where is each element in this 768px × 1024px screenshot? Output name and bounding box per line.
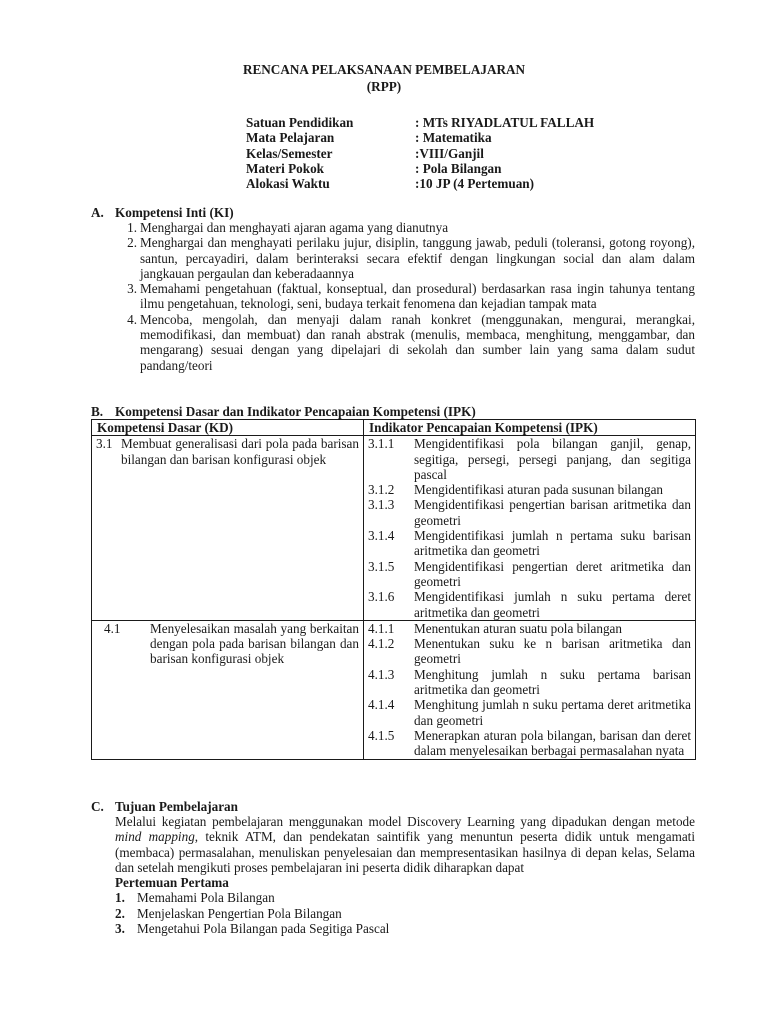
identity-label: Kelas/Semester	[246, 145, 333, 161]
ipk-text: Menghitung jumlah n suku pertama barisan aritmetika dan geometri	[414, 666, 691, 698]
ipk-number: 3.1.1	[368, 436, 395, 452]
ipk-text: Mengidentifikasi pola bilangan ganjil, genap, segitiga, persegi, persegi panjang, dan segitiga pascal	[414, 436, 691, 482]
list-text: Memahami pengetahuan (faktual, konseptual, dan prosedural) berdasarkan rasa ingin tahunya tentang ilmu pengetahuan, teknologi, seni, budaya terkait fenomena dan kejadian tampak mata	[140, 281, 695, 312]
identity-value: : Pola Bilangan	[415, 160, 502, 176]
document-title: RENCANA PELAKSANAAN PEMBELAJARAN	[242, 62, 526, 77]
ipk-text: Menghitung jumlah n suku pertama deret aritmetika dan geometri	[414, 697, 691, 728]
list-number: 1.	[115, 890, 125, 906]
list-item	[115, 312, 695, 373]
kd-ipk-table	[91, 419, 696, 760]
list-number: 2.	[115, 905, 125, 921]
identity-label: Satuan Pendidikan	[246, 115, 354, 130]
ipk-text: Mengidentifikasi pengertian deret aritmetika dan geometri	[414, 558, 691, 589]
ipk-text: Menentukan aturan suatu pola bilangan	[414, 620, 623, 636]
tujuan-paragraph	[115, 814, 695, 875]
ipk-number: 3.1.4	[368, 528, 395, 544]
section-letter: B.	[91, 404, 104, 419]
ipk-number: 3.1.5	[368, 558, 395, 574]
tujuan-block	[115, 814, 695, 936]
kd-text: Menyelesaikan masalah yang berkaitan dengan pola pada barisan bilangan dan barisan konfigurasi objek	[150, 620, 359, 667]
ipk-text: Mengidentifikasi jumlah n suku pertama deret aritmetika dan geometri	[414, 589, 691, 620]
identity-value: : MTs RIYADLATUL FALLAH	[415, 115, 595, 130]
identity-value: : Matematika	[415, 130, 492, 146]
ipk-item	[368, 497, 691, 528]
paragraph-emphasis: mind mapping	[115, 829, 195, 845]
section-title: Tujuan Pembelajaran	[115, 799, 238, 814]
section-c-heading	[91, 799, 238, 814]
ipk-item	[368, 697, 691, 728]
ipk-number: 3.1.6	[368, 589, 395, 605]
kd-number: 4.1	[104, 620, 121, 636]
list-number: 4.	[127, 311, 137, 327]
kd-number: 3.1	[96, 436, 113, 452]
ipk-number: 3.1.2	[368, 482, 395, 498]
ipk-cell	[364, 436, 696, 621]
section-title: Kompetensi Inti (KI)	[115, 205, 234, 220]
ipk-text: Menerapkan aturan pola bilangan, barisan dan deret dalam menyelesaikan berbagai permasalahan nyata	[414, 727, 691, 759]
list-number: 1.	[127, 220, 137, 235]
meeting-subheading: Pertemuan Pertama	[115, 875, 229, 891]
section-title: Kompetensi Dasar dan Indikator Pencapaian Kompetensi (IPK)	[115, 404, 476, 419]
list-number: 3.	[127, 281, 137, 297]
list-text: Menghargai dan menghayati perilaku jujur, disiplin, tanggung jawab, peduli (toleransi, gotong royong), santun, percayadiri, dalam berinteraksi secara efektif dengan lingkungan social dan alam dalam jangkauan pergaulan dan keberadaannya	[140, 235, 695, 281]
list-text: Menjelaskan Pengertian Pola Bilangan	[137, 905, 342, 921]
identity-value: :10 JP (4 Pertemuan)	[415, 176, 535, 192]
list-text: Memahami Pola Bilangan	[137, 890, 275, 906]
ipk-item	[368, 728, 691, 759]
column-header: Indikator Pencapaian Kompetensi (IPK)	[364, 420, 696, 436]
ipk-number: 4.1.3	[368, 666, 395, 682]
section-b-heading	[91, 404, 476, 419]
identity-value: :VIII/Ganjil	[415, 145, 484, 161]
ipk-text: Mengidentifikasi pengertian barisan aritmetika dan geometri	[414, 497, 691, 528]
document-subtitle: (RPP)	[366, 79, 402, 94]
ipk-number: 3.1.3	[368, 497, 395, 513]
table-row	[92, 436, 696, 621]
identity-row	[246, 161, 594, 176]
kd-text: Membuat generalisasi dari pola pada barisan bilangan dan barisan konfigurasi objek	[121, 436, 359, 467]
section-letter: A.	[91, 205, 104, 220]
column-header: Kompetensi Dasar (KD)	[92, 420, 364, 436]
ipk-number: 4.1.5	[368, 727, 395, 743]
list-item	[115, 906, 695, 921]
identity-row	[246, 115, 594, 130]
ipk-number: 4.1.4	[368, 697, 395, 713]
table-row	[92, 620, 696, 759]
list-item	[115, 281, 695, 312]
list-number: 2.	[127, 235, 137, 251]
section-a-heading	[91, 205, 234, 220]
list-text: Menghargai dan menghayati ajaran agama yang dianutnya	[140, 220, 449, 235]
ipk-item	[368, 436, 691, 482]
ipk-item	[368, 528, 691, 559]
ipk-item	[368, 621, 691, 636]
ki-list	[115, 220, 695, 373]
list-item	[115, 235, 695, 281]
list-item	[115, 220, 695, 235]
kd-cell	[92, 436, 364, 621]
objective-list	[115, 890, 695, 936]
ipk-number: 4.1.2	[368, 636, 395, 652]
identity-row	[246, 176, 594, 191]
ipk-item	[368, 482, 691, 497]
table-header-row	[92, 420, 696, 436]
ipk-text: Mengidentifikasi jumlah n pertama suku barisan aritmetika dan geometri	[414, 528, 691, 559]
ipk-item	[368, 636, 691, 667]
ipk-cell	[364, 620, 696, 759]
list-text: Mengetahui Pola Bilangan pada Segitiga Pascal	[137, 921, 390, 937]
ipk-item	[368, 667, 691, 698]
ipk-item	[368, 559, 691, 590]
identity-row	[246, 146, 594, 161]
kd-cell	[92, 620, 364, 759]
identity-label: Alokasi Waktu	[246, 176, 330, 192]
ipk-text: Menentukan suku ke n barisan aritmetika dan geometri	[414, 636, 691, 667]
ipk-text: Mengidentifikasi aturan pada susunan bilangan	[414, 482, 664, 498]
section-letter: C.	[91, 799, 104, 814]
identity-block	[246, 115, 594, 191]
list-item	[115, 921, 695, 936]
list-number: 3.	[115, 921, 125, 937]
identity-label: Materi Pokok	[246, 160, 325, 176]
identity-row	[246, 130, 594, 145]
identity-label: Mata Pelajaran	[246, 130, 335, 146]
paragraph-text: , teknik ATM, dan pendekatan saintifik yang menuntun peserta didik untuk mengamati (membaca) permasalahan, menuliskan penyelesaian dan mempresentasikan hasilnya di depan kelas, Selama dan setelah mengikuti proses pembelajaran ini peserta didik diharapkan dapat	[115, 829, 696, 875]
list-item	[115, 890, 695, 905]
list-text: Mencoba, mengolah, dan menyaji dalam ranah konkret (menggunakan, mengurai, merangkai, memodifikasi, dan membuat) dan ranah abstrak (menulis, membaca, menghitung, menggambar, dan mengarang) sesuai dengan yang dipelajari di sekolah dan sumber lain yang sama dalam sudut pandang/teori	[140, 311, 695, 373]
ipk-number: 4.1.1	[368, 620, 395, 636]
paragraph-text: Melalui kegiatan pembelajaran menggunakan model Discovery Learning yang dipadukan dengan metode	[115, 814, 695, 829]
ipk-item	[368, 589, 691, 620]
